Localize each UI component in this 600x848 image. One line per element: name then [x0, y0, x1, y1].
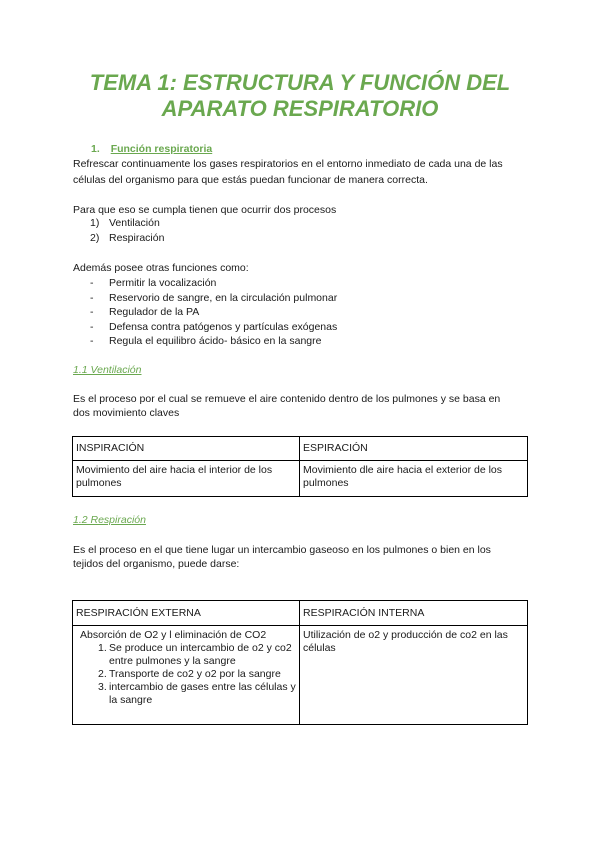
document-title: [0, 70, 600, 122]
table-header-externa: RESPIRACIÓN EXTERNA: [73, 601, 300, 626]
section-1-heading: [91, 142, 212, 157]
list-marker: 1.: [98, 642, 107, 654]
respiration-para-line-1: Es el proceso en el que tiene lugar un intercambio gaseoso en los pulmones o bien en los: [73, 544, 491, 556]
list-item-label: Permitir la vocalización: [109, 277, 217, 289]
list-item-label: Regulador de la PA: [109, 306, 200, 318]
ventilation-para-line-1: Es el proceso por el cual se remueve el aire contenido dentro de los pulmones y se basa en: [73, 393, 501, 405]
list-item-label: Ventilación: [109, 217, 160, 229]
ventilation-table: [72, 436, 528, 497]
list-item: [90, 291, 510, 306]
list-marker: -: [90, 277, 94, 289]
list-item-label: Reservorio de sangre, en la circulación pulmonar: [109, 291, 338, 304]
table-header-inspiracion: INSPIRACIÓN: [73, 437, 300, 461]
table-cell-espiracion: Movimiento dle aire hacia el exterior de los pulmones: [300, 461, 528, 497]
list-marker: -: [90, 320, 94, 333]
list-marker: 3.: [98, 681, 107, 693]
respiration-para-line-2: tejidos del organismo, puede darse:: [73, 558, 240, 570]
external-steps-list: [80, 642, 296, 707]
table-row: [73, 461, 528, 497]
title-line-2: APARATO RESPIRATORIO: [161, 96, 439, 121]
table-cell-interna: Utilización de o2 y producción de co2 en las células: [300, 626, 528, 725]
list-marker: 2): [90, 232, 100, 244]
list-marker: -: [90, 335, 94, 347]
list-marker: -: [90, 306, 94, 318]
list-item-label: intercambio de gases entre las células y la sangre: [109, 681, 296, 706]
table-cell-inspiracion: Movimiento del aire hacia el interior de los pulmones: [73, 461, 300, 497]
list-item-label: Se produce un intercambio de o2 y co2 entre pulmones y la sangre: [109, 642, 292, 667]
list-marker: -: [90, 291, 94, 304]
list-item: [90, 216, 490, 231]
processes-list: [90, 216, 490, 246]
list-item: [80, 681, 296, 707]
ventilation-heading: 1.1 Ventilación: [73, 364, 142, 376]
functions-list: [90, 276, 510, 349]
table-row: [73, 437, 528, 461]
respiration-heading: 1.2 Respiración: [73, 514, 146, 526]
section-1-number: 1.: [91, 143, 100, 155]
table-row: [73, 626, 528, 725]
functions-intro: Además posee otras funciones como:: [73, 262, 249, 274]
list-item-label: Regula el equilibro ácido- básico en la sangre: [109, 335, 322, 347]
processes-intro: Para que eso se cumpla tienen que ocurrir dos procesos: [73, 204, 337, 216]
list-item: [90, 231, 490, 246]
section-1-para-line-2: células del organismo para que estás puedan funcionar de manera correcta.: [73, 174, 428, 186]
list-item: [80, 642, 296, 668]
table-row: [73, 601, 528, 626]
ventilation-para-line-2: dos movimiento claves: [73, 407, 180, 419]
table-cell-externa: [73, 626, 300, 725]
list-item: [90, 320, 510, 335]
list-item: [90, 334, 510, 349]
list-item: [90, 276, 510, 291]
table-header-interna: RESPIRACIÓN INTERNA: [300, 601, 528, 626]
section-1-para-line-1: Refrescar continuamente los gases respiratorios en el entorno inmediato de cada una de las: [73, 158, 503, 170]
external-intro: Absorción de O2 y l eliminación de CO2: [80, 629, 267, 641]
list-item-label: Respiración: [109, 232, 165, 244]
list-item-label: Transporte de co2 y o2 por la sangre: [109, 668, 281, 680]
list-marker: 2.: [98, 668, 107, 680]
list-item: [90, 305, 510, 320]
list-item-label: Defensa contra patógenos y partículas exógenas: [109, 320, 338, 333]
section-1-title: Función respiratoria: [110, 143, 213, 155]
respiration-table: [72, 600, 528, 725]
list-marker: 1): [90, 217, 100, 229]
table-header-espiracion: ESPIRACIÓN: [300, 437, 528, 461]
title-line-1: TEMA 1: ESTRUCTURA Y FUNCIÓN DEL: [89, 70, 511, 95]
list-item: [80, 668, 296, 681]
